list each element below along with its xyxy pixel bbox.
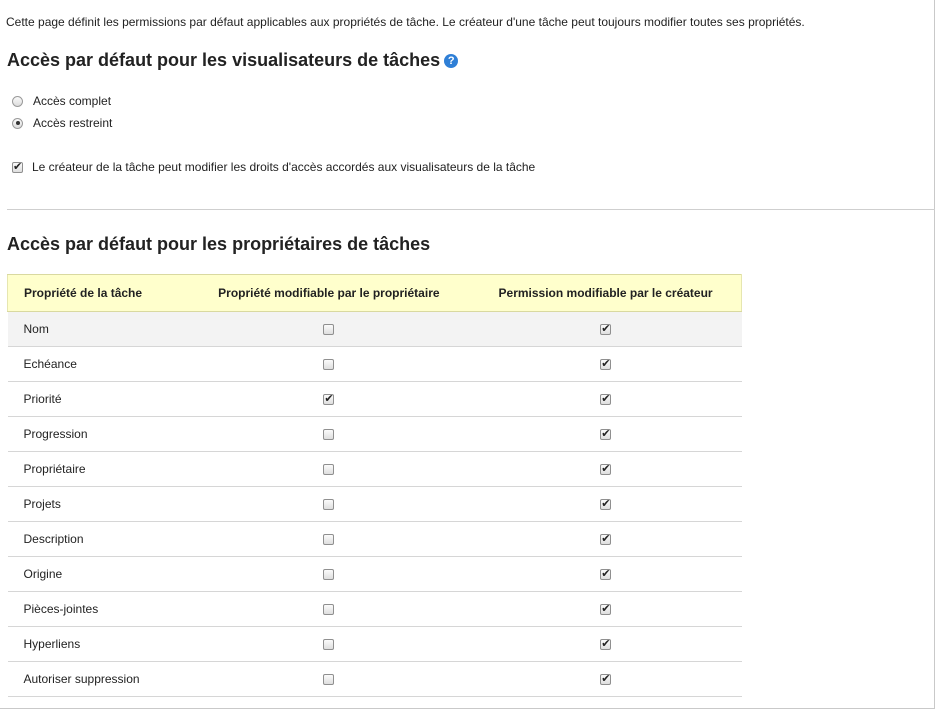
owner-editable-cell [188, 557, 471, 592]
owner-editable-cell [188, 487, 471, 522]
table-header-row [8, 275, 742, 312]
creator-editable-checkbox[interactable] [600, 324, 611, 335]
owner-editable-cell [188, 452, 471, 487]
radio-restricted-access-label: Accès restreint [33, 116, 113, 130]
column-header-owner-editable: Propriété modifiable par le propriétaire [188, 275, 471, 312]
creator-can-modify-label: Le créateur de la tâche peut modifier les droits d'accès accordés aux visualisateurs de la tâche [32, 160, 536, 174]
owner-editable-cell [188, 312, 471, 347]
property-name-cell: Propriétaire [8, 452, 188, 487]
owners-section-title: Accès par défaut pour les propriétaires de tâches [7, 234, 431, 254]
property-name-cell: Origine [8, 557, 188, 592]
table-row [8, 382, 742, 417]
property-name-cell: Description [8, 522, 188, 557]
owner-editable-cell [188, 592, 471, 627]
creator-editable-cell [470, 592, 741, 627]
creator-editable-checkbox[interactable] [600, 359, 611, 370]
creator-editable-checkbox[interactable] [600, 569, 611, 580]
radio-restricted-access[interactable] [12, 116, 112, 130]
owner-editable-checkbox[interactable] [323, 534, 334, 545]
owner-editable-cell [188, 522, 471, 557]
owner-editable-checkbox[interactable] [323, 324, 334, 335]
property-name-cell: Pièces-jointes [8, 592, 188, 627]
creator-editable-cell [470, 452, 741, 487]
owner-editable-cell [188, 382, 471, 417]
table-row [8, 662, 742, 697]
property-name-cell: Hyperliens [8, 627, 188, 662]
table-row [8, 487, 742, 522]
creator-editable-cell [470, 627, 741, 662]
table-row [8, 347, 742, 382]
creator-editable-checkbox[interactable] [600, 464, 611, 475]
radio-full-access[interactable] [12, 94, 111, 108]
owner-editable-checkbox[interactable] [323, 674, 334, 685]
creator-editable-checkbox[interactable] [600, 639, 611, 650]
viewers-title-text: Accès par défaut pour les visualisateurs de tâches [7, 50, 441, 70]
owner-editable-checkbox[interactable] [323, 359, 334, 370]
column-header-property: Propriété de la tâche [8, 275, 188, 312]
owner-permissions-table [7, 274, 742, 697]
owner-editable-checkbox[interactable] [323, 569, 334, 580]
table-row [8, 627, 742, 662]
creator-editable-cell [470, 382, 741, 417]
table-row [8, 592, 742, 627]
radio-restricted-access-button[interactable] [12, 118, 23, 129]
table-row [8, 557, 742, 592]
creator-editable-checkbox[interactable] [600, 674, 611, 685]
creator-editable-checkbox[interactable] [600, 499, 611, 510]
creator-can-modify-checkbox[interactable] [12, 162, 23, 173]
table-body [8, 312, 742, 697]
section-divider [7, 209, 935, 210]
help-icon[interactable]: ? [444, 54, 458, 68]
owner-editable-checkbox[interactable] [323, 604, 334, 615]
creator-editable-cell [470, 487, 741, 522]
property-name-cell: Priorité [8, 382, 188, 417]
viewers-section-title [7, 50, 458, 71]
owner-editable-cell [188, 417, 471, 452]
owner-editable-checkbox[interactable] [323, 464, 334, 475]
owner-editable-cell [188, 627, 471, 662]
owner-editable-cell [188, 662, 471, 697]
owner-editable-checkbox[interactable] [323, 394, 334, 405]
creator-editable-cell [470, 662, 741, 697]
table-row [8, 312, 742, 347]
property-name-cell: Progression [8, 417, 188, 452]
creator-can-modify-option[interactable] [12, 160, 535, 174]
creator-editable-checkbox[interactable] [600, 604, 611, 615]
creator-editable-checkbox[interactable] [600, 534, 611, 545]
owner-editable-checkbox[interactable] [323, 429, 334, 440]
creator-editable-checkbox[interactable] [600, 429, 611, 440]
creator-editable-cell [470, 522, 741, 557]
owner-editable-checkbox[interactable] [323, 499, 334, 510]
intro-text: Cette page définit les permissions par défaut applicables aux propriétés de tâche. Le créateur d'une tâche peut toujours modifier toutes ses propriétés. [6, 15, 805, 29]
table-row [8, 452, 742, 487]
creator-editable-cell [470, 347, 741, 382]
table-row [8, 522, 742, 557]
column-header-creator-editable: Permission modifiable par le créateur [470, 275, 741, 312]
property-name-cell: Nom [8, 312, 188, 347]
property-name-cell: Autoriser suppression [8, 662, 188, 697]
property-name-cell: Echéance [8, 347, 188, 382]
radio-full-access-label: Accès complet [33, 94, 112, 108]
creator-editable-cell [470, 312, 741, 347]
creator-editable-cell [470, 417, 741, 452]
creator-editable-checkbox[interactable] [600, 394, 611, 405]
radio-full-access-button[interactable] [12, 96, 23, 107]
owner-editable-checkbox[interactable] [323, 639, 334, 650]
owner-editable-cell [188, 347, 471, 382]
property-name-cell: Projets [8, 487, 188, 522]
creator-editable-cell [470, 557, 741, 592]
table-row [8, 417, 742, 452]
